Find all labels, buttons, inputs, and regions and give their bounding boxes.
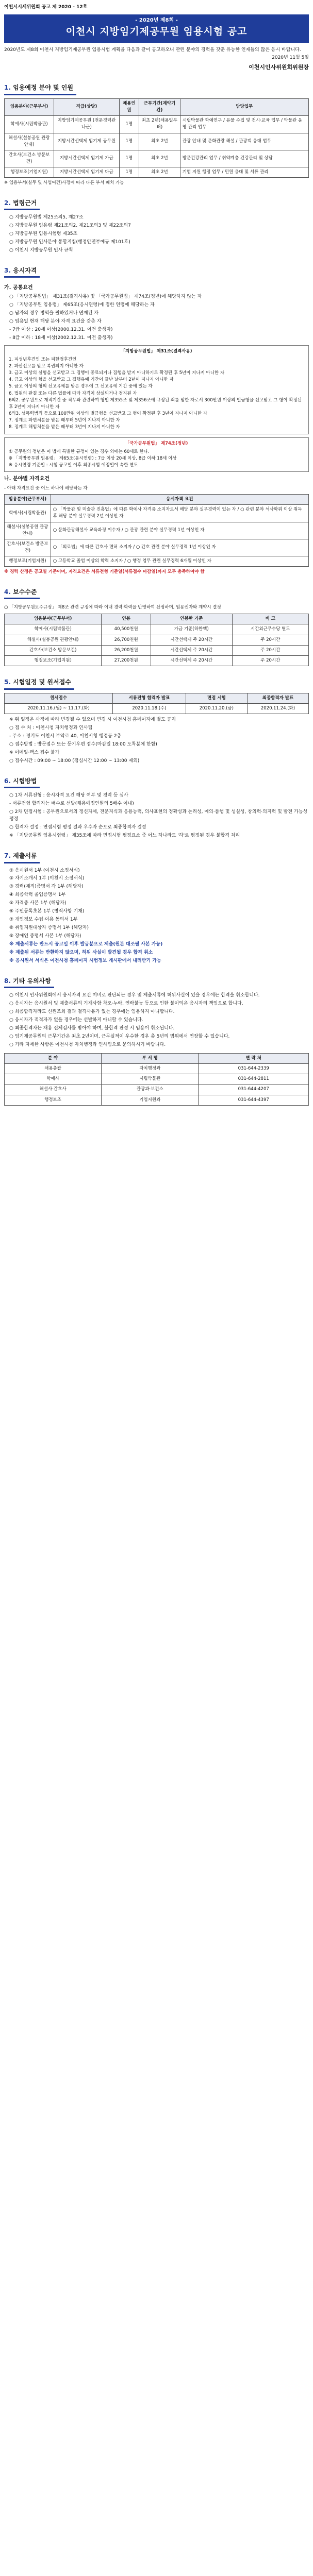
- table-cell: 관광과·보건소: [102, 1084, 199, 1095]
- list-item: ○ 접수방법 : 방문접수 또는 등기우편 접수(마감일 18:00 도착분에 한함): [9, 741, 157, 747]
- table-row: [5, 1084, 309, 1095]
- table-header-cell: 임용분야(근무부서): [5, 98, 54, 115]
- table-row: [5, 116, 309, 133]
- table-header-cell: 연봉: [102, 614, 151, 624]
- table-cell: ○ 문화관광해설사 교육과정 이수자 / ○ 관광 관련 분야 실무경력 1년 이상인 자: [51, 522, 308, 539]
- table-cell: 1명: [119, 167, 139, 178]
- table-cell: 40,500천원: [102, 624, 151, 635]
- table-cell: 시립박물관: [102, 1074, 199, 1084]
- retirement-age-box: 「국가공무원법」 제74조(정년) ① 공무원의 정년은 이 법에 특별한 규정이 있는 경우 외에는 60세로 한다. ※ 「지방공무원 임용령」 제65조(응시연령) : 7급 이상 20세 이상, 8급 이하 18세 이상 ※ 응시연령 기준일 : 시험 공고일 이후 최종시험 예정일이 속한 연도: [4, 437, 309, 472]
- list-item: ※ 제출서류는 반드시 공고일 이후 발급분으로 제출(원본 대조필 사본 가능): [9, 941, 163, 947]
- table-cell: 기업지원과: [102, 1095, 199, 1105]
- banner-title: 이천시 지방임기제공무원 임용시험 공고: [65, 26, 248, 38]
- table-cell: 학예사(시립박물관): [5, 116, 54, 133]
- table-header-cell: 원서접수: [5, 693, 113, 703]
- table-cell: 해설사(설봉공원 관광안내): [5, 522, 51, 539]
- table-cell: 시간선택제 주 20시간: [151, 635, 232, 645]
- table-header-cell: 연봉한 기준: [151, 614, 232, 624]
- list-item: ① 공무원의 정년은 이 법에 특별한 규정이 있는 경우 외에는 60세로 한다.: [9, 449, 150, 454]
- list-item: ④ 최종학력 졸업증명서 1부: [9, 892, 66, 898]
- section-exam-method: [4, 776, 309, 840]
- list-item: ○ 기타 자세한 사항은 이천시청 자치행정과 인사팀으로 문의하시기 바랍니다.: [9, 1042, 166, 1047]
- list-item: ⑤ 자격증 사본 1부 (해당자): [9, 901, 67, 906]
- table-cell: 1명: [119, 150, 139, 167]
- list-item: ⑨ 장애인 증명서 사본 1부 (해당자): [9, 934, 81, 939]
- table-cell: 1명: [119, 133, 139, 150]
- section-heading: 8. 기타 유의사항: [4, 976, 54, 989]
- list-item: ※ 위 일정은 사정에 따라 변경될 수 있으며 변경 시 이천시청 홈페이지에 별도 공지: [9, 717, 176, 723]
- table-cell: 1명: [119, 116, 139, 133]
- table-header-cell: 응시자격 요건: [51, 494, 308, 504]
- table-row: [5, 1074, 309, 1084]
- section-heading: 6. 시험방법: [4, 776, 40, 789]
- list-item: ○ 지방공무원 임용시험령 제35조: [9, 231, 78, 237]
- section-heading: 4. 보수수준: [4, 587, 40, 600]
- requirements-table: [4, 494, 309, 567]
- announcement-page: [0, 0, 313, 1115]
- list-item: ○ 이천시 인사위원회에서 응시자격 요건 미비로 판단되는 경우 및 제출서류에 허위사실이 있을 경우에는 합격을 취소합니다.: [9, 993, 260, 998]
- list-item: ○ 지방공무원법 제25조의5, 제27조: [9, 215, 84, 221]
- announcement-number: 이천시시세위원회 공고 제 2020 - 12호: [4, 5, 88, 10]
- table-cell: 간호사(보건소 방문보건): [5, 645, 102, 655]
- section-heading: 5. 시험일정 및 원서접수: [4, 677, 74, 690]
- table-row: [5, 133, 309, 150]
- table-cell: 시간외근무수당 별도: [232, 624, 308, 635]
- list-item: ○ 접수시간 : 09:00 ~ 18:00 (점심시간 12:00 ~ 13:00 제외): [9, 758, 140, 764]
- list-item: ⑧ 취업지원대상자 증명서 1부 (해당자): [9, 925, 89, 931]
- table-header-cell: 연 락 처: [199, 1053, 309, 1063]
- positions-note: ※ 임용부서(실무 및 사업여건)사정에 따라 다른 부서 배치 가능: [4, 180, 124, 186]
- table-cell: 기업 지원 행정 업무 / 민원 응대 및 서류 관리: [180, 167, 308, 178]
- title-banner: [4, 14, 309, 43]
- table-header-cell: 근무기간(계약기간): [139, 98, 180, 115]
- list-item: ○ 남자의 경우 병역을 필하였거나 면제된 자: [9, 310, 98, 316]
- list-item: ○ 지방공무원 인사분야 통합지침(행정안전부예규 제101호): [9, 239, 130, 245]
- table-cell: 행정보조(기업지원): [5, 655, 102, 666]
- table-row: [5, 522, 309, 539]
- table-row: [5, 1064, 309, 1074]
- table-row: [5, 167, 309, 178]
- contact-table: [4, 1053, 309, 1106]
- table-cell: 031-644-2339: [199, 1064, 309, 1074]
- list-item: 3. 금고 이상의 실형을 선고받고 그 집행이 종료되거나 집행을 받지 아니하기로 확정된 후 5년이 지나지 아니한 자: [9, 370, 225, 376]
- table-row: [5, 539, 309, 556]
- legal-basis-list: [4, 214, 309, 255]
- list-item: ○ 합격자 결정 : 면접시험 평정 결과 우수자 순으로 최종합격자 결정: [9, 825, 146, 831]
- notes-list: [4, 992, 309, 1049]
- list-item: ○ 최종합격자라도 신원조회 결과 결격사유가 있는 경우에는 임용하지 아니합니다.: [9, 1009, 175, 1015]
- list-item: ○ 1차 서류전형 : 응시자격 요건 해당 여부 및 경력 등 심사: [9, 793, 128, 799]
- schedule-cell: 2020.11.24.(화): [247, 703, 308, 714]
- table-cell: 해설사(설봉공원 관광안내): [5, 133, 54, 150]
- table-row: [5, 150, 309, 167]
- list-item: - 주소 : 경기도 이천시 부악로 40, 이천시청 행정동 2층: [9, 733, 122, 739]
- table-cell: 26,700천원: [102, 635, 151, 645]
- section-positions: [4, 83, 309, 187]
- list-item: 8. 징계로 해임처분을 받은 때부터 3년이 지나지 아니한 자: [9, 425, 120, 430]
- list-item: ○ 지방공무원 임용령 제21조의2, 제21조의3 및 제22조의7: [9, 223, 131, 229]
- list-item: 4. 금고 이상의 형을 선고받고 그 집행유예 기간이 끝난 날부터 2년이 지나지 아니한 자: [9, 377, 174, 383]
- table-cell: 주 20시간: [232, 635, 308, 645]
- list-item: ⑦ 개인정보 수집·이용 동의서 1부: [9, 917, 78, 923]
- table-row: [5, 505, 309, 522]
- table-cell: 학예사(시립박물관): [5, 505, 51, 522]
- list-item: 1. 피성년후견인 또는 피한정후견인: [9, 357, 77, 362]
- table-header-cell: 담당업무: [180, 98, 308, 115]
- table-cell: 가급 기준(하한액): [151, 624, 232, 635]
- list-item: ※ 「지방공무원 임용시험령」 제35조에 따라 면접시험 평정요소 중 어느 하나라도 '하'로 평정된 경우 불합격 처리: [9, 833, 240, 838]
- table-cell: 해설사(설봉공원 관광안내): [5, 635, 102, 645]
- list-item: ○ 「지방공무원 임용령」 제65조(응시연령)에 정한 연령에 해당하는 자: [9, 302, 155, 308]
- list-item: ○ 응시자는 응시원서 및 제출서류의 기재사항 착오·누락, 연락불능 등으로 인한 불이익은 응시자의 책임으로 합니다.: [9, 1001, 243, 1007]
- section-heading: 2. 법령근거: [4, 198, 40, 211]
- list-item: ① 응시원서 1부 (이천시 소정서식): [9, 868, 80, 873]
- schedule-cell: 2020.11.18.(수): [113, 703, 186, 714]
- section-heading: 1. 임용예정 분야 및 인원: [4, 83, 76, 95]
- table-header-cell: 분 야: [5, 1053, 102, 1063]
- table-row: [5, 1095, 309, 1105]
- list-item: ※ 「지방공무원 임용령」 제65조(응시연령) : 7급 이상 20세 이상, 8급 이하 18세 이상: [9, 455, 177, 461]
- list-item: - 7급 이상 : 20세 이상(2000.12.31. 이전 출생자): [9, 327, 113, 332]
- table-cell: 최초 2년: [139, 167, 180, 178]
- table-cell: 행정보조(기업지원): [5, 556, 51, 567]
- intro-text: 2020년도 제8회 이천시 지방임기제공무원 임용시험 계획을 다음과 같이 공고하오니 관련 분야의 경력을 갖춘 유능한 인재들의 많은 응시 바랍니다.: [4, 47, 301, 53]
- schedule-cell: 2020.11.16.(월) ~ 11.17.(화): [5, 703, 113, 714]
- schedule-cell: 2020.11.20.(금): [186, 703, 247, 714]
- list-item: 5. 금고 이상의 형의 선고유예를 받은 경우에 그 선고유예 기간 중에 있는 자: [9, 384, 153, 389]
- table-cell: ○ 고등학교 졸업 이상의 학력 소지자 / ○ 행정 업무 관련 실무경력 6개월 이상인 자: [51, 556, 308, 567]
- field-requirements-heading: 나. 분야별 자격요건: [4, 476, 50, 482]
- documents-notes: [4, 941, 309, 965]
- announcement-date: 2020년 11월 5일: [272, 55, 309, 61]
- list-item: ○ 「지방공무원법」 제31조(결격사유) 및 「국가공무원법」 제74조(정년)에 해당하지 않는 자: [9, 294, 202, 299]
- table-cell: 자치행정과: [102, 1064, 199, 1074]
- salary-table: [4, 614, 309, 666]
- positions-table: [4, 98, 309, 178]
- list-item: ③ 경력(재직)증명서 각 1부 (해당자): [9, 884, 84, 890]
- table-header-cell: 최종합격자 발표: [247, 693, 308, 703]
- list-item: 2. 파산선고를 받고 복권되지 아니한 자: [9, 363, 84, 369]
- exam-method-list: [4, 792, 309, 840]
- list-item: ※ 응시원서 서식은 이천시청 홈페이지 시험정보 게시판에서 내려받기 가능: [9, 958, 161, 963]
- table-cell: 031-644-2811: [199, 1074, 309, 1084]
- schedule-table: [4, 693, 309, 714]
- list-item: ○ 임용일 현재 해당 분야 자격 요건을 갖춘 자: [9, 318, 102, 324]
- table-cell: 지방시간선택제 임기제 다급: [54, 167, 120, 178]
- issuer-name: 이천시인사위원회위원장: [249, 64, 309, 71]
- table-cell: 지방시간선택제 임기제 공무원: [54, 133, 120, 150]
- list-item: ○ 2차 면접시험 : 공무원으로서의 정신자세, 전문지식과 응용능력, 의사표현의 정확성과 논리성, 예의·품행 및 성실성, 창의력·의지력 및 발전 가능성 평정: [9, 809, 307, 822]
- table-cell: 최초 2년(채용일부터): [139, 116, 180, 133]
- table-cell: 간호사(보건소 방문보건): [5, 150, 54, 167]
- table-cell: 지방임기제공무원 (전문경력관 나군): [54, 116, 120, 133]
- list-item: - 서류전형 합격자는 배수로 선발(채용예정인원의 5배수 이내): [9, 801, 134, 807]
- table-row: [5, 556, 309, 567]
- table-header-cell: 임용분야(근무부서): [5, 494, 51, 504]
- table-cell: 방문건강관리 업무 / 취약계층 건강관리 및 상담: [180, 150, 308, 167]
- table-cell: 주 20시간: [232, 655, 308, 666]
- table-header-cell: 채용인원: [119, 98, 139, 115]
- table-header-cell: 임용분야(근무부서): [5, 614, 102, 624]
- documents-list: [4, 868, 309, 940]
- schedule-notes: [4, 717, 309, 765]
- list-item: ※ 응시연령 기준일 : 시험 공고일 이후 최종시험 예정일이 속한 연도: [9, 463, 138, 468]
- common-requirements-list: [4, 294, 309, 342]
- disqualification-box: 「지방공무원법」 제31조(결격사유) 1. 피성년후견인 또는 피한정후견인 2. 파산선고를 받고 복권되지 아니한 자 3. 금고 이상의 실형을 선고받고 그 집행이 종료되거나 집행을 받지 아니하기로 확정된 후 5년이 지나지 아니한 자 4. 금고 이상의 형을 선고받고 그 집행유예 기간이 끝난 날부터 2년이 지나지 아니한 자 5. 금고 이상의 형의 선고유예를 받은 경우에 그 선고유예 기간 중에 있는 자 6. 법원의 판결 또는 다른 법률에 따라 자격이 상실되거나 정지된 자 6의2. 공무원으로 재직기간 중 직무와 관련하여 형법 제355조 및 제356조에 규정된 죄를 범한 자로서 300만원 이상의 벌금형을 선고받고 그 형이 확정된 후 2년이 지나지 아니한 자 6의3. 성폭력범죄 등으로 100만원 이상의 벌금형을 선고받고 그 형이 확정된 후 3년이 지나지 아니한 자 7. 징계로 파면처분을 받은 때부터 5년이 지나지 아니한 자 8. 징계로 해임처분을 받은 때부터 3년이 지나지 아니한 자: [4, 345, 309, 434]
- table-cell: 학예사: [5, 1074, 102, 1084]
- section-heading: 3. 응시자격: [4, 266, 40, 278]
- section-schedule: [4, 677, 309, 765]
- table-row: [5, 635, 309, 645]
- list-item: 6의3. 성폭력범죄 등으로 100만원 이상의 벌금형을 선고받고 그 형이 확정된 후 3년이 지나지 아니한 자: [9, 411, 207, 417]
- table-cell: 시간선택제 주 20시간: [151, 645, 232, 655]
- section-salary: [4, 587, 309, 667]
- section-documents: [4, 851, 309, 965]
- salary-description: ○ 「지방공무원보수규정」 제8조 관련 규정에 따라 이내 경력·학력을 반영하여 산정하며, 임용권자와 계약시 결정: [4, 605, 221, 611]
- table-cell: 행정보조: [5, 1095, 102, 1105]
- table-header-cell: 서류전형 합격자 발표: [113, 693, 186, 703]
- table-cell: 최초 2년: [139, 150, 180, 167]
- table-row: [5, 624, 309, 635]
- table-cell: 031-644-4207: [199, 1084, 309, 1095]
- list-item: ② 자기소개서 1부 (이천시 소정서식): [9, 876, 85, 882]
- table-cell: 031-644-4397: [199, 1095, 309, 1105]
- table-cell: 시립박물관 학예연구 / 유물 수집 및 전시·교육 업무 / 박물관 운영 관리 업무: [180, 116, 308, 133]
- list-item: ○ 접 수 처 : 이천시청 자치행정과 인사팀: [9, 725, 93, 731]
- section-eligibility: 3. 응시자격 가. 공통요건 ○ 「지방공무원법」 제31조(결격사유) 및 「국가공무원법」 제74조(정년)에 해당하지 않는 자 ○ 「지방공무원 임용령」 제65조(응시연령)에 정한 연령에 해당하는 자 ○ 남자의 경우 병역을 필하였거나 면제된 자 ○ 임용일 현재 해당 분야 자격 요건을 갖춘 자 - 7급 이상 : 20세 이상(2000.12.31. 이전 출생자) - 8급 이하 : 18세 이상(2002.12.31. 이전 출생자) 「지방공무원법」 제31조(결격사유) 1. 피성년후견인 또는 피한정후견인 2. 파산선고를 받고 복권되지 아니한 자 3. 금고 이상의 실형을 선고받고 그 집행이 종료되거나 집행을 받지 아니하기로 확정된 후 5년이 지나지 아니한 자 4. 금고 이상의 형을 선고받고 그 집행유예 기간이 끝난 날부터 2년이 지나지 아니한 자 5. 금고 이상의 형의 선고유예를 받은 경우에 그 선고유예 기간 중에 있는 자 6. 법원의 판결 또는 다른 법률에 따라 자격이 상실되거나 정지된 자 6의2. 공무원으로 재직기간 중 직무와 관련하여 형법 제355조 및 제356조에 규정된 죄를 범한 자로서 300만원 이상의 벌금형을 선고받고 그 형이 확정된 후 2년이 지나지 아니한 자 6의3. 성폭력범죄 등으로 100만원 이상의 벌금형을 선고받고 그 형이 확정된 후 3년이 지나지 아니한 자 7. 징계로 파면처분을 받은 때부터 5년이 지나지 아니한 자 8. 징계로 해임처분을 받은 때부터 3년이 지나지 아니한 자 「국가공무원법」 제74조(정년) ① 공무원의 정년은 이 법에 특별한 규정이 있는 경우 외에는 60세로 한다. ※ 「지방공무원 임용령」 제65조(응시연령) : 7급 이상 20세 이상, 8급 이하 18세 이상 ※ 응시연령 기준일 : 시험 공고일 이후 최종시험 예정일이 속한 연도 나. 분야별 자격요건 - 아래 자격요건 중 어느 하나에 해당하는 자 임용분야(근무부서) 응시자격 요건 학예사(시립박물관) ○ 「박물관 및 미술관 진흥법」에 따른 학예사 자격증 소지자로서 해당 분야 실무경력이 있는 자 / ○ 관련 분야 석사학위 이상 취득 후 해당 분야 실무경력 2년 이상인 자 해설사(설봉공원 관광안내) ○ 문화관광해설사 교육과정 이수자 / ○ 관광 관련 분야 실무경력 1년 이상인 자 간호사(보건소 방문보건) ○ 「의료법」에 따른 간호사 면허 소지자 / ○ 간호 관련 분야 실무경력 1년 이상인 자 행정보조(기업지원) ○ 고등학교 졸업 이상의 학력 소지자 / ○ 행정 업무 관련 실무경력 6개월 이상인 자 ※ 경력 산정은 공고일 기준이며, 자격요건은 서류전형 기준일(서류접수 마감일)까지 모두 충족하여야 함: [4, 266, 309, 576]
- table-cell: ○ 「의료법」에 따른 간호사 면허 소지자 / ○ 간호 관련 분야 실무경력 1년 이상인 자: [51, 539, 308, 556]
- table-cell: 주 20시간: [232, 645, 308, 655]
- table-cell: 지방시간선택제 임기제 가급: [54, 150, 120, 167]
- table-cell: 간호사(보건소 방문보건): [5, 539, 51, 556]
- list-item: 6. 법원의 판결 또는 다른 법률에 따라 자격이 상실되거나 정지된 자: [9, 391, 137, 396]
- list-item: 6의2. 공무원으로 재직기간 중 직무와 관련하여 형법 제355조 및 제356조에 규정된 죄를 범한 자로서 300만원 이상의 벌금형을 선고받고 그 형이 확정된 후 2년이 지나지 아니한 자: [9, 397, 302, 410]
- banner-subtitle: - 2020년 제8회 -: [135, 17, 178, 23]
- table-header-cell: 부 서 명: [102, 1053, 199, 1063]
- list-item: ※ 제출된 서류는 반환하지 않으며, 허위 사실이 발견될 경우 합격 취소: [9, 950, 153, 955]
- table-cell: 최초 2년: [139, 133, 180, 150]
- list-item: ○ 최종합격자는 채용 신체검사를 받아야 하며, 불합격 판정 시 임용이 취소됩니다.: [9, 1026, 175, 1031]
- table-cell: ○ 「박물관 및 미술관 진흥법」에 따른 학예사 자격증 소지자로서 해당 분야 실무경력이 있는 자 / ○ 관련 분야 석사학위 이상 취득 후 해당 분야 실무경력 2년 이상인 자: [51, 505, 308, 522]
- table-cell: 채용총괄: [5, 1064, 102, 1074]
- table-row: [5, 655, 309, 666]
- table-header-cell: 직급(상당): [54, 98, 120, 115]
- table-header-cell: 비 고: [232, 614, 308, 624]
- list-item: ○ 임기제공무원의 근무기간은 최초 2년이며, 근무실적이 우수한 경우 총 5년의 범위에서 연장할 수 있습니다.: [9, 1034, 230, 1040]
- requirements-note: ※ 경력 산정은 공고일 기준이며, 자격요건은 서류전형 기준일(서류접수 마감일)까지 모두 충족하여야 함: [4, 569, 205, 575]
- list-item: ○ 응시자가 적격자가 없을 경우에는 선발하지 아니할 수 있습니다.: [9, 1018, 143, 1023]
- table-cell: 26,200천원: [102, 645, 151, 655]
- common-requirements-heading: 가. 공통요건: [4, 285, 33, 291]
- list-item: ○ 이천시 지방공무원 인사 규칙: [9, 247, 73, 253]
- section-heading: 7. 제출서류: [4, 851, 40, 863]
- list-item: ※ 이메일·팩스 접수 불가: [9, 750, 60, 755]
- table-cell: 27,200천원: [102, 655, 151, 666]
- section-legal-basis: [4, 198, 309, 255]
- table-cell: 시간선택제 주 20시간: [151, 655, 232, 666]
- table-cell: 학예사(시립박물관): [5, 624, 102, 635]
- table-cell: 해설사·간호사: [5, 1084, 102, 1095]
- section-notes: [4, 976, 309, 1106]
- list-item: 7. 징계로 파면처분을 받은 때부터 5년이 지나지 아니한 자: [9, 418, 120, 423]
- table-cell: 행정보조(기업지원): [5, 167, 54, 178]
- list-item: ⑥ 주민등록초본 1부 (병적사항 기재): [9, 909, 85, 914]
- table-row: [5, 645, 309, 655]
- list-item: - 8급 이하 : 18세 이상(2002.12.31. 이전 출생자): [9, 335, 113, 341]
- table-header-cell: 면접 시험: [186, 693, 247, 703]
- table-cell: 관광 안내 및 문화관광 해설 / 관광객 응대 업무: [180, 133, 308, 150]
